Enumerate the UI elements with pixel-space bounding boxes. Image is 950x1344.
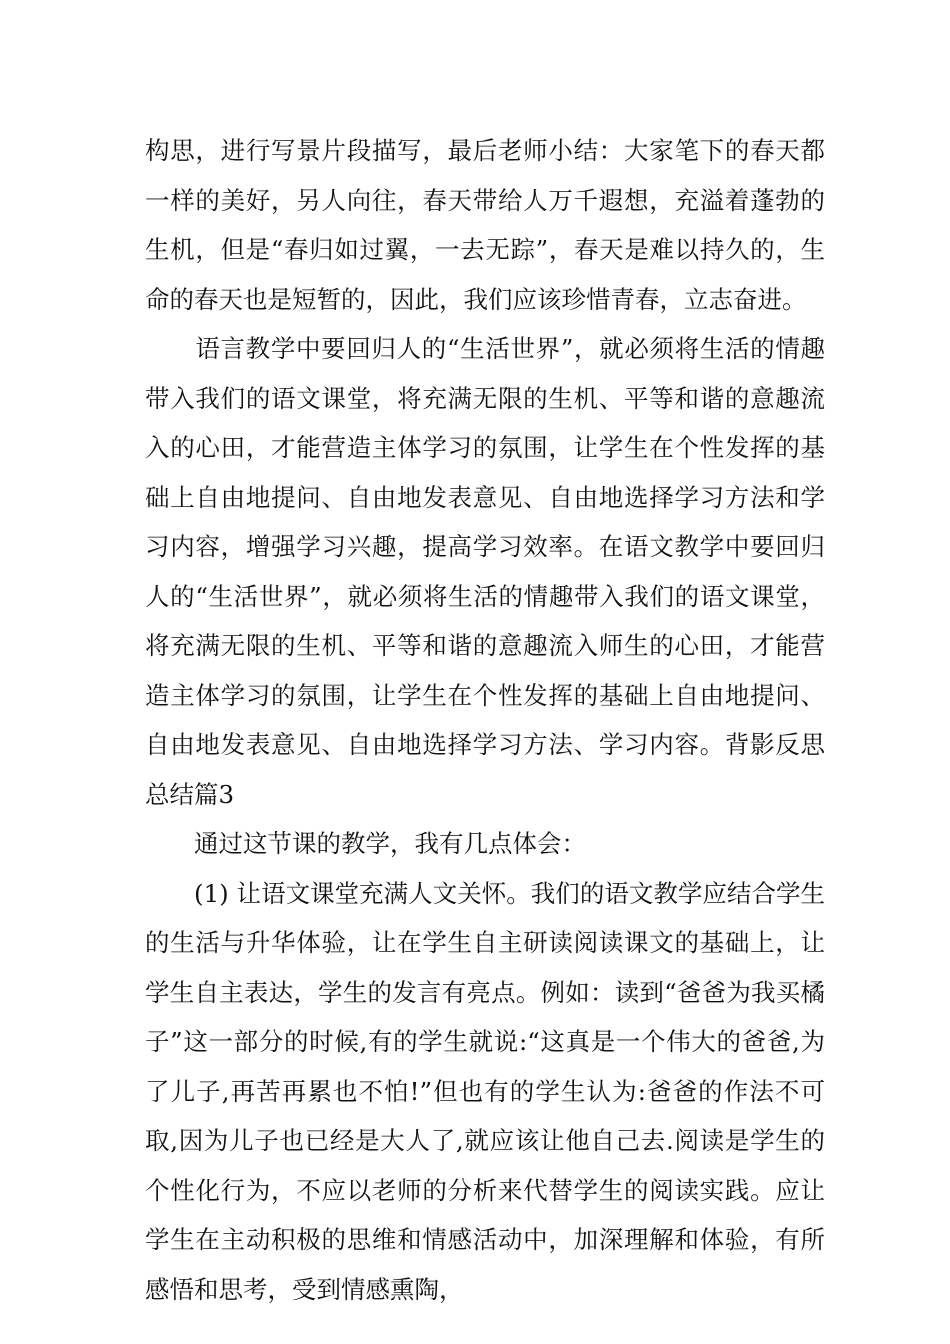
paragraph-1: 构思，进行写景片段描写，最后老师小结：大家笔下的春天都一样的美好，另人向往，春天带给人万千遐想，充溢着蓬勃的生机，但是“春归如过翼，一去无踪”，春天是难以持久的，生命的春天也是短暂的，因此，我们应该珍惜青春，立志奋进。 — [145, 136, 825, 314]
paragraph-2: 语言教学中要回归人的“生活世界”，就必须将生活的情趣带入我们的语文课堂，将充满无限的生机、平等和谐的意趣流入的心田，才能营造主体学习的氛围，让学生在个性发挥的基础上自由地提问、自由地发表意见、自由地选择学习方法和学习内容，增强学习兴趣，提高学习效率。在语文教学中要回归人的“生活世界”，就必须将生活的情趣带入我们的语文课堂，将充满无限的生机、平等和谐的意趣流入师生的心田，才能营造主体学习的氛围，让学生在个性发挥的基础上自由地提问、自由地发表意见、自由地选择学习方法、学习内容。背影反思总结篇3 — [145, 334, 825, 809]
paragraph-4: (1) 让语文课堂充满人文关怀。我们的语文教学应结合学生的生活与升华体验，让在学生自主研读阅读课文的基础上，让学生自主表达，学生的发言有亮点。例如：读到“爸爸为我买橘子”这一部分的时候,有的学生就说:“这真是一个伟大的爸爸,为了儿子,再苦再累也不怕!”但也有的学生认为:爸爸的作法不可取,因为儿子也已经是大人了,就应该让他自己去.阅读是学生的个性化行为，不应以老师的分析来代替学生的阅读实践。应让学生在主动积极的思维和情感活动中，加深理解和体验，有所感悟和思考，受到情感熏陶， — [145, 878, 825, 1304]
paragraph-3: 通过这节课的教学，我有几点体会： — [145, 829, 586, 858]
document-body — [145, 126, 825, 1314]
